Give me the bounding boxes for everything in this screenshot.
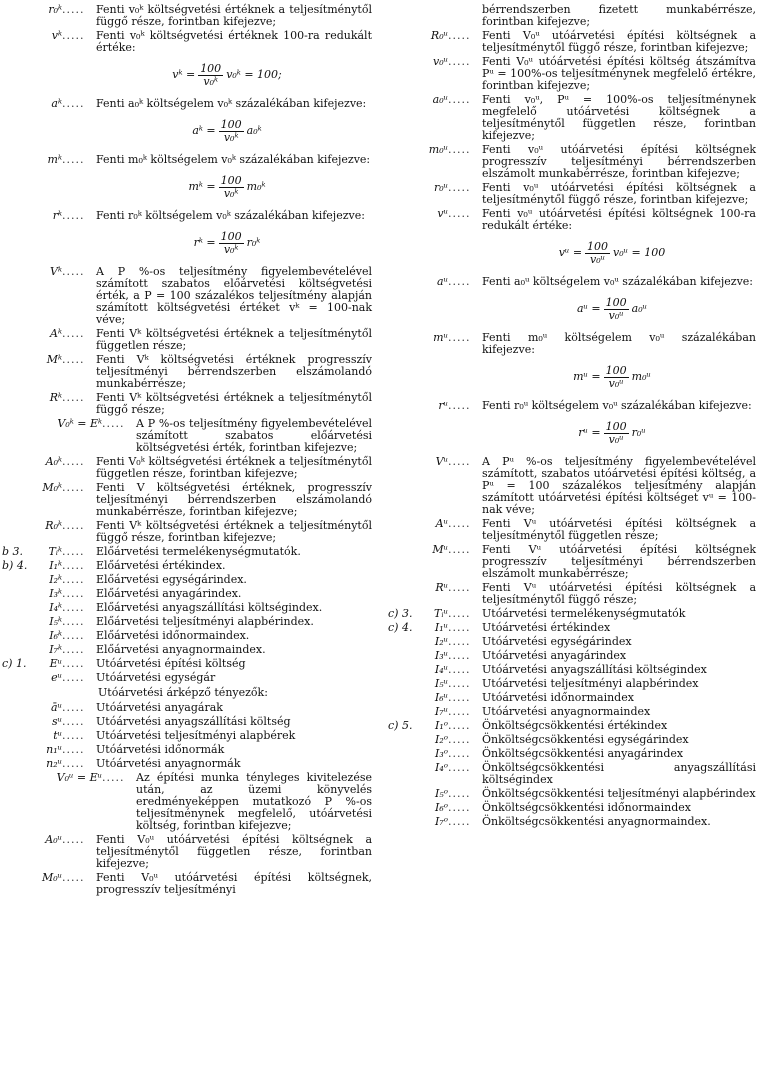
formula-rhs: v₀ᵘ = 100 bbox=[613, 246, 666, 259]
leader-dots: ..... bbox=[448, 275, 471, 288]
left-column bbox=[2, 4, 372, 898]
definition-entry bbox=[388, 816, 756, 828]
fraction-denominator: v₀ᵏ bbox=[223, 242, 239, 256]
symbol-label: I₃ᵒ bbox=[435, 747, 448, 760]
leader-dots: ..... bbox=[448, 761, 471, 774]
symbol-label: Mᵏ bbox=[46, 353, 62, 366]
formula bbox=[82, 226, 372, 260]
formula bbox=[468, 416, 756, 450]
leader-dots: ..... bbox=[448, 517, 471, 530]
symbol-label: r₀ᵏ bbox=[48, 3, 62, 16]
subheading: Utóárvetési árképző tényezők: bbox=[98, 686, 268, 699]
definition-entry bbox=[2, 758, 372, 770]
definition-entry bbox=[2, 630, 372, 642]
symbol-label: I₁ᵏ bbox=[49, 559, 62, 572]
leader-dots: ..... bbox=[448, 663, 471, 676]
definition-text: Fenti a₀ᵘ költségelem v₀ᵘ százalékában kifejezve: bbox=[482, 275, 754, 288]
definition-entry bbox=[2, 98, 372, 110]
symbol-label: I₂ᵒ bbox=[435, 733, 448, 746]
leader-dots: ..... bbox=[448, 787, 471, 800]
definition-entry bbox=[2, 30, 372, 54]
definition-entry bbox=[388, 762, 756, 786]
definition-text: Fenti v₀ᵏ költségvetési értéknek 100-ra redukált értéke: bbox=[96, 29, 372, 54]
symbol-label: I₅ᵏ bbox=[49, 615, 62, 628]
right-column bbox=[388, 4, 756, 830]
definition-text: Előárvetési teljesítményi alapbérindex. bbox=[96, 615, 314, 628]
definition-text: Utóárvetési termelékenységmutatók bbox=[482, 607, 686, 620]
symbol-label: sᵘ bbox=[51, 715, 62, 728]
definition-entry bbox=[2, 456, 372, 480]
definition-entry bbox=[2, 560, 372, 572]
symbol-label: I₄ᵘ bbox=[434, 663, 448, 676]
symbol-label: rᵏ bbox=[52, 209, 62, 222]
leader-dots: ..... bbox=[448, 621, 471, 634]
fraction-denominator: v₀ᵘ bbox=[590, 252, 606, 266]
leader-dots: ..... bbox=[448, 581, 471, 594]
fraction bbox=[219, 119, 244, 144]
definition-text: Fenti v₀ᵏ költségvetési értéknek a teljesítménytől függő része, forintban kifejezve; bbox=[96, 3, 372, 28]
definition-entry bbox=[2, 520, 372, 544]
formula-lhs: mᵘ = bbox=[573, 370, 601, 383]
definition-text: Fenti V₀ᵘ utóárvetési építési költségnek a teljesítménytől független része, forintban kifejezve; bbox=[96, 833, 372, 870]
symbol-label: I₁ᵒ bbox=[435, 719, 448, 732]
definition-entry bbox=[388, 608, 756, 620]
definition-entry bbox=[388, 622, 756, 634]
definition-entry bbox=[388, 544, 756, 580]
symbol-label: I₇ᵏ bbox=[49, 643, 62, 656]
symbol-label: V₀ᵏ = Eᵏ bbox=[57, 417, 102, 430]
definition-entry bbox=[388, 692, 756, 704]
definition-text: Fenti r₀ᵘ költségelem v₀ᵘ százalékában kifejezve: bbox=[482, 399, 752, 412]
definition-text: Utóárvetési időnormaindex bbox=[482, 691, 634, 704]
leader-dots: ..... bbox=[62, 353, 85, 366]
symbol-label: A₀ᵏ bbox=[45, 455, 62, 468]
formula-lhs: vᵏ = bbox=[172, 68, 196, 81]
fraction bbox=[604, 421, 629, 446]
definition-entry bbox=[2, 392, 372, 416]
leader-dots: ..... bbox=[62, 265, 85, 278]
definition-text: Utóárvetési egységár bbox=[96, 671, 216, 684]
definition-entry bbox=[2, 772, 372, 832]
definition-text: Önköltségcsökkentési egységárindex bbox=[482, 733, 689, 746]
leader-dots: ..... bbox=[62, 643, 85, 656]
formula bbox=[82, 114, 372, 148]
fraction-numerator: 100 bbox=[220, 173, 242, 187]
definition-entry bbox=[2, 658, 372, 670]
leader-dots: ..... bbox=[62, 327, 85, 340]
fraction bbox=[219, 231, 244, 256]
fraction-denominator: v₀ᵘ bbox=[608, 308, 624, 322]
definition-entry bbox=[2, 210, 372, 222]
definition-entry bbox=[388, 182, 756, 206]
symbol-label: A₀ᵘ bbox=[45, 833, 62, 846]
fraction bbox=[219, 175, 244, 200]
symbol-label: n₁ᵘ bbox=[46, 743, 62, 756]
symbol-label: a₀ᵘ bbox=[432, 93, 448, 106]
leader-dots: ..... bbox=[62, 209, 85, 222]
definition-text: Önköltségcsökkentési anyagnormaindex. bbox=[482, 815, 711, 828]
formula-rhs: m₀ᵘ bbox=[631, 370, 651, 383]
definition-entry bbox=[2, 546, 372, 558]
definition-text: Utóárvetési anyagnormák bbox=[96, 757, 241, 770]
symbol-label: M₀ᵘ bbox=[41, 871, 62, 884]
leader-dots: ..... bbox=[448, 677, 471, 690]
formula bbox=[468, 360, 756, 394]
section-number: c) 3. bbox=[388, 607, 413, 620]
definition-entry bbox=[388, 30, 756, 54]
leader-dots: ..... bbox=[448, 691, 471, 704]
symbol-label: v₀ᵘ bbox=[432, 55, 448, 68]
definition-entry bbox=[2, 602, 372, 614]
leader-dots: ..... bbox=[62, 545, 85, 558]
leader-dots: ..... bbox=[62, 701, 85, 714]
definition-entry bbox=[2, 716, 372, 728]
leader-dots: ..... bbox=[62, 757, 85, 770]
definition-entry bbox=[2, 744, 372, 756]
formula bbox=[468, 292, 756, 326]
symbol-label: Vᵏ bbox=[50, 265, 62, 278]
symbol-label: rᵘ bbox=[438, 399, 448, 412]
symbol-label: I₃ᵏ bbox=[49, 587, 62, 600]
leader-dots: ..... bbox=[62, 29, 85, 42]
fraction-denominator: v₀ᵏ bbox=[223, 130, 239, 144]
definition-text: Utóárvetési anyagnormaindex bbox=[482, 705, 651, 718]
leader-dots: ..... bbox=[448, 649, 471, 662]
definition-text: Fenti m₀ᵏ költségelem v₀ᵏ százalékában kifejezve: bbox=[96, 153, 371, 166]
definition-text: Fenti V költségvetési értéknek, progresszív teljesítményi bérrendszerben elszámolandó munkabérrésze, forintban kifejezve; bbox=[96, 481, 372, 518]
definition-entry bbox=[2, 616, 372, 628]
leader-dots: ..... bbox=[448, 543, 471, 556]
symbol-label: I₅ᵘ bbox=[434, 677, 448, 690]
definition-text: Előárvetési értékindex. bbox=[96, 559, 226, 572]
definition-text: Fenti V₀ᵘ utóárvetési építési költségnek, progresszív teljesítményi bbox=[96, 871, 372, 896]
fraction bbox=[585, 241, 610, 266]
leader-dots: ..... bbox=[62, 629, 85, 642]
definition-entry bbox=[388, 734, 756, 746]
symbol-label: vᵏ bbox=[51, 29, 62, 42]
definition-text: A P %-os teljesítmény figyelembevételével számított szabatos előárvetési költségvetési érték, forintban kifejezve; bbox=[136, 417, 372, 454]
definition-text: Fenti m₀ᵘ költségelem v₀ᵘ százalékában kifejezve: bbox=[482, 331, 756, 356]
leader-dots: ..... bbox=[448, 801, 471, 814]
symbol-label: Aᵘ bbox=[435, 517, 448, 530]
section-number: b 3. bbox=[2, 545, 24, 558]
leader-dots: ..... bbox=[448, 607, 471, 620]
fraction bbox=[198, 63, 223, 88]
definition-entry bbox=[388, 678, 756, 690]
definition-text: Fenti Vᵘ utóárvetési építési költségnek a teljesítménytől független része; bbox=[482, 517, 756, 542]
definition-entry bbox=[388, 582, 756, 606]
definition-entry bbox=[388, 56, 756, 92]
formula-rhs: a₀ᵏ bbox=[246, 124, 262, 137]
definition-entry bbox=[2, 4, 372, 28]
definition-entry bbox=[388, 788, 756, 800]
leader-dots: ..... bbox=[448, 733, 471, 746]
definition-entry bbox=[388, 720, 756, 732]
symbol-label: I₄ᵒ bbox=[435, 761, 448, 774]
definition-text: Fenti Vᵏ költségvetési értéknek a teljesítménytől függő része; bbox=[96, 391, 372, 416]
leader-dots: ..... bbox=[62, 3, 85, 16]
definition-text: Utóárvetési anyagárak bbox=[96, 701, 223, 714]
leader-dots: ..... bbox=[62, 601, 85, 614]
definition-text: Előárvetési anyagárindex. bbox=[96, 587, 242, 600]
definition-text: Önköltségcsökkentési anyagárindex bbox=[482, 747, 684, 760]
leader-dots: ..... bbox=[448, 331, 471, 344]
definition-text: Utóárvetési anyagárindex bbox=[482, 649, 627, 662]
symbol-label: eᵘ bbox=[51, 671, 62, 684]
definition-entry bbox=[388, 706, 756, 718]
definition-entry bbox=[388, 144, 756, 180]
symbol-label: Vᵘ bbox=[435, 455, 448, 468]
definition-text: Fenti V₀ᵏ költségvetési értéknek a teljesítménytől független része, forintban kifejezve; bbox=[96, 455, 372, 480]
leader-dots: ..... bbox=[62, 97, 85, 110]
definition-text: Utóárvetési teljesítményi alapbérek bbox=[96, 729, 296, 742]
definition-entry bbox=[388, 400, 756, 412]
formula-rhs: a₀ᵘ bbox=[631, 302, 648, 315]
symbol-label: I₂ᵏ bbox=[49, 573, 62, 586]
section-number: c) 4. bbox=[388, 621, 413, 634]
leader-dots: ..... bbox=[448, 455, 471, 468]
formula-rhs: v₀ᵏ = 100; bbox=[226, 68, 282, 81]
symbol-label: I₂ᵘ bbox=[434, 635, 448, 648]
definition-text: Utóárvetési építési költség bbox=[96, 657, 246, 670]
definition-entry bbox=[388, 332, 756, 356]
symbol-label: I₆ᵘ bbox=[434, 691, 448, 704]
symbol-label: m₀ᵘ bbox=[428, 143, 448, 156]
definition-entry bbox=[388, 636, 756, 648]
definition-text: Utóárvetési teljesítményi alapbérindex bbox=[482, 677, 699, 690]
fraction-numerator: 100 bbox=[605, 419, 627, 433]
definition-text: Fenti a₀ᵏ költségelem v₀ᵏ százalékában kifejezve: bbox=[96, 97, 367, 110]
leader-dots: ..... bbox=[448, 705, 471, 718]
fraction-numerator: 100 bbox=[220, 229, 242, 243]
definition-entry bbox=[2, 266, 372, 326]
definition-entry bbox=[388, 456, 756, 516]
leader-dots: ..... bbox=[448, 143, 471, 156]
leader-dots: ..... bbox=[448, 55, 471, 68]
leader-dots: ..... bbox=[62, 715, 85, 728]
leader-dots: ..... bbox=[62, 657, 85, 670]
leader-dots: ..... bbox=[448, 181, 471, 194]
definition-text: Fenti v₀ᵘ utóárvetési építési költségnek a teljesítménytől függő része, forintban kifejezve; bbox=[482, 181, 756, 206]
definition-entry bbox=[2, 574, 372, 586]
symbol-label: I₆ᵒ bbox=[435, 801, 448, 814]
definition-entry bbox=[2, 730, 372, 742]
definition-text: Fenti v₀ᵘ utóárvetési építési költségnek 100-ra redukált értéke: bbox=[482, 207, 756, 232]
leader-dots: ..... bbox=[448, 207, 471, 220]
definition-entry bbox=[388, 664, 756, 676]
leader-dots: ..... bbox=[62, 153, 85, 166]
leader-dots: ..... bbox=[62, 573, 85, 586]
symbol-label: r₀ᵘ bbox=[433, 181, 448, 194]
leader-dots: ..... bbox=[62, 871, 85, 884]
symbol-label: Mᵘ bbox=[432, 543, 448, 556]
fraction-numerator: 100 bbox=[220, 117, 242, 131]
formula-lhs: aᵘ = bbox=[576, 302, 601, 315]
definition-entry bbox=[2, 872, 372, 896]
fraction-numerator: 100 bbox=[200, 61, 222, 75]
definition-entry bbox=[2, 644, 372, 656]
leader-dots: ..... bbox=[62, 587, 85, 600]
formula-lhs: mᵏ = bbox=[188, 180, 216, 193]
formula-lhs: rᵏ = bbox=[193, 236, 216, 249]
formula-lhs: aᵏ = bbox=[192, 124, 216, 137]
section-number: c) 1. bbox=[2, 657, 27, 670]
leader-dots: ..... bbox=[62, 729, 85, 742]
definition-text: Előárvetési anyagszállítási költségindex. bbox=[96, 601, 323, 614]
symbol-label: Eᵘ bbox=[49, 657, 62, 670]
fraction-denominator: v₀ᵘ bbox=[608, 432, 624, 446]
fraction-numerator: 100 bbox=[605, 363, 627, 377]
symbol-label: I₄ᵏ bbox=[49, 601, 62, 614]
symbol-label: I₃ᵘ bbox=[434, 649, 448, 662]
definition-text: Fenti Vᵘ utóárvetési építési költségnek progresszív teljesítményi bérrendszerben elszámolt munkabérrésze; bbox=[482, 543, 756, 580]
definition-text: Utóárvetési egységárindex bbox=[482, 635, 632, 648]
section-number: c) 5. bbox=[388, 719, 413, 732]
symbol-label: mᵏ bbox=[47, 153, 62, 166]
definition-text: Fenti Vᵘ utóárvetési építési költségnek a teljesítménytől függő része; bbox=[482, 581, 756, 606]
definition-entry bbox=[388, 518, 756, 542]
symbol-label: M₀ᵏ bbox=[42, 481, 62, 494]
definition-text: A Pᵘ %-os teljesítmény figyelembevételével számított, szabatos utóárvetési építési költség, a Pᵘ = 100 százalékos teljesítmény alapján számított utóárvetési építési költséget vᵘ = 100-nak véve; bbox=[482, 455, 756, 516]
fraction-denominator: v₀ᵏ bbox=[203, 74, 218, 88]
leader-dots: ..... bbox=[448, 719, 471, 732]
definition-entry bbox=[2, 672, 372, 684]
symbol-label: āᵘ bbox=[51, 701, 62, 714]
definition-entry bbox=[2, 418, 372, 454]
leader-dots: ..... bbox=[62, 391, 85, 404]
fraction bbox=[604, 297, 629, 322]
fraction-numerator: 100 bbox=[587, 239, 609, 253]
definition-entry bbox=[388, 650, 756, 662]
fraction bbox=[604, 365, 629, 390]
definition-text: Önköltségcsökkentési teljesítményi alapbérindex bbox=[482, 787, 756, 800]
definition-text: Fenti Vᵏ költségvetési értéknek progresszív teljesítményi bérrendszerben elszámolandó munkabérrésze; bbox=[96, 353, 372, 390]
definition-text: Fenti V₀ᵘ utóárvetési építési költség átszámítva Pᵘ = 100%-os teljesítménynek megfelelő értékre, forintban kifejezve; bbox=[482, 55, 756, 92]
leader-dots: ..... bbox=[62, 519, 85, 532]
definition-entry bbox=[388, 748, 756, 760]
symbol-label: tᵘ bbox=[53, 729, 62, 742]
leader-dots: ..... bbox=[62, 671, 85, 684]
symbol-label: Tᵢᵘ bbox=[434, 607, 448, 620]
formula-rhs: r₀ᵏ bbox=[246, 236, 261, 249]
symbol-label: R₀ᵏ bbox=[45, 519, 62, 532]
leader-dots: ..... bbox=[448, 93, 471, 106]
symbol-label: I₇ᵒ bbox=[435, 815, 448, 828]
definition-entry bbox=[2, 354, 372, 390]
symbol-label: I₅ᵒ bbox=[435, 787, 448, 800]
definition-entry bbox=[2, 328, 372, 352]
leader-dots: ..... bbox=[62, 481, 85, 494]
leader-dots: ..... bbox=[448, 815, 471, 828]
fraction-numerator: 100 bbox=[605, 295, 627, 309]
symbol-label: R₀ᵘ bbox=[430, 29, 448, 42]
leader-dots: ..... bbox=[448, 747, 471, 760]
formula-lhs: vᵘ = bbox=[558, 246, 583, 259]
definition-text: Önköltségcsökkentési értékindex bbox=[482, 719, 668, 732]
definition-text: Az építési munka tényleges kivitelezése után, az üzemi könyvelés eredményeképpen mutatkozó P %-os teljesítménynek megfelelő, utóárvetési költség, forintban kifejezve; bbox=[136, 771, 372, 832]
leader-dots: ..... bbox=[62, 559, 85, 572]
definition-text: A P %-os teljesítmény figyelembevételével számított szabatos előárvetési költségvetési érték, a P = 100 százalékos teljesítmény alapján számított költségvetési értéket vᵏ = 100-nak véve; bbox=[96, 265, 372, 326]
definition-entry bbox=[2, 702, 372, 714]
definition-entry bbox=[388, 208, 756, 232]
section-number: b) 4. bbox=[2, 559, 28, 572]
definition-text: Fenti Vᵏ költségvetési értéknek a teljesítménytől függő része, forintban kifejezve; bbox=[96, 519, 372, 544]
definition-text: Fenti r₀ᵏ költségelem v₀ᵏ százalékában kifejezve: bbox=[96, 209, 365, 222]
fraction-denominator: v₀ᵘ bbox=[608, 376, 624, 390]
definition-text: Fenti V₀ᵘ utóárvetési építési költségnek a teljesítménytől függő része, forintban kifejezve; bbox=[482, 29, 756, 54]
definition-text: Önköltségcsökkentési időnormaindex bbox=[482, 801, 691, 814]
leader-dots: ..... bbox=[448, 635, 471, 648]
formula-rhs: m₀ᵏ bbox=[246, 180, 266, 193]
leader-dots: ..... bbox=[102, 417, 125, 430]
leader-dots: ..... bbox=[448, 29, 471, 42]
symbol-label: n₂ᵘ bbox=[46, 757, 62, 770]
leader-dots: ..... bbox=[102, 771, 125, 784]
formula bbox=[82, 58, 372, 92]
definition-entry bbox=[2, 482, 372, 518]
symbol-label: Tᵢᵏ bbox=[48, 545, 62, 558]
definition-entry bbox=[388, 802, 756, 814]
definition-text: Utóárvetési anyagszállítási költség bbox=[96, 715, 291, 728]
formula bbox=[82, 170, 372, 204]
leader-dots: ..... bbox=[62, 743, 85, 756]
definition-text: Utóárvetési anyagszállítási költségindex bbox=[482, 663, 707, 676]
definition-text: bérrendszerben fizetett munkabérrésze, forintban kifejezve; bbox=[482, 3, 756, 28]
definition-entry bbox=[2, 154, 372, 166]
leader-dots: ..... bbox=[62, 833, 85, 846]
symbol-label: aᵏ bbox=[51, 97, 62, 110]
symbol-label: I₇ᵘ bbox=[434, 705, 448, 718]
definition-entry bbox=[388, 4, 756, 28]
definition-text: Előárvetési egységárindex. bbox=[96, 573, 247, 586]
symbol-label: Aᵏ bbox=[50, 327, 62, 340]
definition-text: Előárvetési időnormaindex. bbox=[96, 629, 250, 642]
definition-text: Fenti Vᵏ költségvetési értéknek a teljesítménytől független része; bbox=[96, 327, 372, 352]
definition-text: Önköltségcsökkentési anyagszállítási költségindex bbox=[482, 761, 756, 786]
formula-lhs: rᵘ = bbox=[578, 426, 601, 439]
definition-text: Előárvetési termelékenységmutatók. bbox=[96, 545, 301, 558]
symbol-label: Rᵏ bbox=[49, 391, 62, 404]
symbol-label: V₀ᵘ = Eᵘ bbox=[56, 771, 102, 784]
fraction-denominator: v₀ᵏ bbox=[223, 186, 239, 200]
definition-entry bbox=[388, 94, 756, 142]
definition-text: Fenti v₀ᵘ, Pᵘ = 100%-os teljesítménynek megfelelő utóárvetési költségnek a teljesítménytől független része, forintban kifejezve; bbox=[482, 93, 756, 142]
definition-entry bbox=[388, 276, 756, 288]
symbol-label: Rᵘ bbox=[435, 581, 448, 594]
definition-entry bbox=[2, 588, 372, 600]
definition-text: Utóárvetési időnormák bbox=[96, 743, 225, 756]
symbol-label: vᵘ bbox=[437, 207, 448, 220]
symbol-label: I₁ᵘ bbox=[434, 621, 448, 634]
symbol-label: I₆ᵏ bbox=[49, 629, 62, 642]
formula bbox=[468, 236, 756, 270]
leader-dots: ..... bbox=[448, 399, 471, 412]
symbol-label: mᵘ bbox=[433, 331, 448, 344]
leader-dots: ..... bbox=[62, 455, 85, 468]
symbol-label: aᵘ bbox=[437, 275, 448, 288]
definition-text: Utóárvetési értékindex bbox=[482, 621, 611, 634]
leader-dots: ..... bbox=[62, 615, 85, 628]
definition-text: Fenti v₀ᵘ utóárvetési építési költségnek progresszív teljesítményi bérrendszerben elszámolt munkabérrésze, forintban kifejezve; bbox=[482, 143, 756, 180]
definition-entry bbox=[2, 834, 372, 870]
formula-rhs: r₀ᵘ bbox=[631, 426, 646, 439]
definition-text: Előárvetési anyagnormaindex. bbox=[96, 643, 266, 656]
